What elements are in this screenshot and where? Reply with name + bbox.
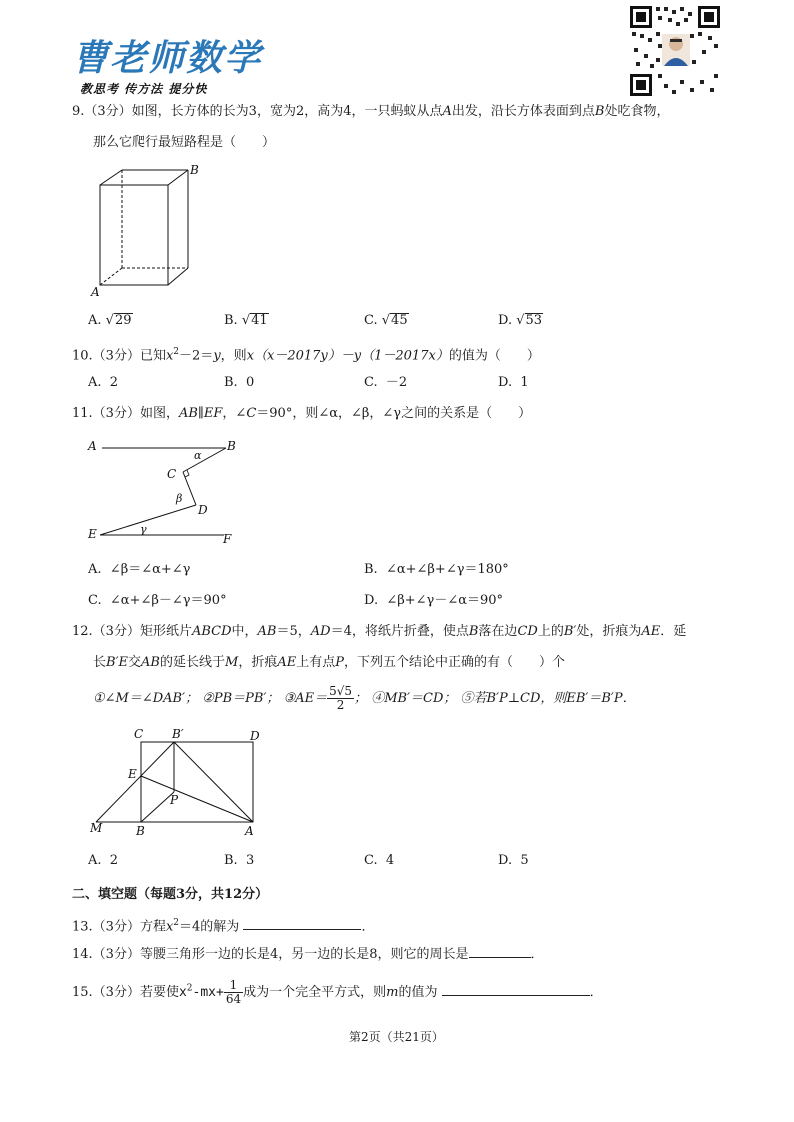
q11-option-b-value: ∠α+∠β+∠γ＝180° <box>385 562 509 577</box>
q9-stem-line2: 那么它爬行最短路程是（ ） <box>93 135 276 150</box>
q10-exponent: 2 <box>173 347 180 357</box>
q12-fraction-numerator: 5√5 <box>329 684 353 698</box>
q11-var-c: C <box>246 406 257 421</box>
q12-text-2f: ，下列五个结论中正确的有（ ）个 <box>343 655 565 670</box>
q12-text-2e: 上有点 <box>296 655 336 670</box>
q11-fig-label-c: C <box>167 467 177 481</box>
q12-seg-cd: CD <box>517 624 538 639</box>
q11-option-b[interactable] <box>364 561 509 579</box>
q11-fig-label-b: B <box>227 439 236 453</box>
q9-text-mid: 出发，沿长方体表面到点 <box>451 104 595 119</box>
q11-option-a-label: A. <box>88 562 102 577</box>
q13-text: 13.（3分）方程 <box>72 919 166 935</box>
q9-fig-label-a: A <box>91 285 100 299</box>
q15-stem <box>72 979 603 1006</box>
q12-conclusion-3-end: ； <box>354 691 368 706</box>
q15-fraction <box>224 979 243 1006</box>
q13-end: ． <box>361 919 375 935</box>
q13-text-suffix: ＝4的解为 <box>179 919 240 935</box>
q10-option-c-label: C. <box>364 375 378 390</box>
q12-text-2c: 的延长线于 <box>159 655 225 670</box>
q11-option-d[interactable] <box>364 592 503 610</box>
q10-text: 10.（3分）已知 <box>72 348 166 364</box>
q12-text-a: 12.（3分）矩形纸片 <box>72 624 192 639</box>
q9-option-a[interactable]: A. √29 <box>88 313 132 328</box>
q12-option-a-value: 2 <box>109 853 119 868</box>
q11-option-c[interactable] <box>88 592 227 610</box>
q10-option-d-label: D. <box>498 375 513 390</box>
q11-fig-angle-beta: β <box>176 492 183 505</box>
q12-option-c-value: 4 <box>385 853 395 868</box>
q12-conclusion-4: ④MB′＝CD； <box>371 691 457 706</box>
q10-option-a-value: 2 <box>109 375 119 390</box>
q13-exponent: 2 <box>173 918 180 928</box>
q11-option-a[interactable] <box>88 561 190 579</box>
q15-text-suffix-2: 的值为 <box>398 985 438 1000</box>
q9-option-c-label: C. <box>364 313 378 328</box>
q12-fraction-denominator: 2 <box>336 698 345 712</box>
q12-point-p: P <box>335 655 344 670</box>
q11-text-mid: ，∠ <box>222 406 247 421</box>
q10-option-a-label: A. <box>88 375 102 390</box>
page-footer: 第2页（共21页） <box>349 1030 444 1044</box>
q10-text-2: －2＝ <box>179 348 214 364</box>
q11-fig-label-e: E <box>88 527 97 541</box>
q12-fig-label-c: C <box>134 727 144 741</box>
q11-text-suffix: ＝90°，则∠α，∠β，∠γ之间的关系是（ ） <box>256 406 532 421</box>
q9-text: 9.（3分）如图，长方体的长为3，宽为2，高为4，一只蚂蚁从点 <box>72 104 443 119</box>
q12-seg-ab-2: AB <box>141 655 160 670</box>
q12-stem-line1 <box>72 623 686 641</box>
q15-text-suffix: 成为一个完全平方式，则 <box>243 985 387 1000</box>
q11-option-a-value: ∠β＝∠α+∠γ <box>109 562 191 577</box>
q12-text-e: 落在边 <box>478 624 518 639</box>
q12-text-h: ．延 <box>660 624 687 639</box>
q10-stem <box>72 343 540 365</box>
q12-fig-label-bprime: B′ <box>172 727 184 741</box>
q9-point-b: B <box>594 104 605 119</box>
q12-fig-label-d: D <box>250 729 260 743</box>
q12-option-d-value: 5 <box>520 853 529 868</box>
q15-end: ． <box>589 985 603 1000</box>
q10-option-d[interactable] <box>498 374 529 392</box>
q12-option-b-label: B. <box>224 853 238 868</box>
q11-fig-label-a: A <box>88 439 97 453</box>
q12-fig-label-a: A <box>245 824 254 838</box>
q13-answer-blank[interactable] <box>243 917 361 930</box>
q10-option-c-value: －2 <box>385 375 408 390</box>
q13-stem <box>72 914 374 936</box>
q9-option-a-value: 29 <box>114 313 132 328</box>
q12-text-2b: 交 <box>128 655 142 670</box>
q12-point-b: B <box>468 624 479 639</box>
q9-text-suffix: 处吃食物， <box>604 104 670 119</box>
q9-option-a-label: A. <box>88 313 102 328</box>
q12-seg-bpe: B′E <box>106 655 129 670</box>
q9-option-b-label: B. <box>224 313 238 328</box>
q12-conclusion-3-fraction <box>327 685 354 712</box>
q15-fraction-denominator: 64 <box>225 992 242 1006</box>
q12-conclusion-2: ②PB＝PB′； <box>202 691 280 706</box>
q12-fig-label-e: E <box>128 767 137 781</box>
q10-var-y: y <box>213 348 221 364</box>
logo-subtitle: 教思考 传方法 提分快 <box>80 82 208 96</box>
q13-var-x: x <box>165 919 174 935</box>
q12-rect-name: ABCD <box>191 624 232 639</box>
q12-point-bprime: B′ <box>563 624 577 639</box>
q15-text: 15.（3分）若要使 <box>72 985 179 1000</box>
q10-text-3: ，则 <box>220 348 247 364</box>
q14-end: ． <box>530 947 544 962</box>
q12-option-b-value: 3 <box>245 853 255 868</box>
q14-stem <box>72 945 544 964</box>
q12-conclusion-5: ⑤若B′P⊥CD，则EB′＝B′P． <box>460 691 636 706</box>
q12-text-b: 中， <box>231 624 258 639</box>
q9-option-b[interactable]: B. √41 <box>224 313 268 328</box>
q12-conclusion-3: ③AE＝ <box>283 691 328 706</box>
q10-option-c[interactable] <box>364 374 407 392</box>
q9-fig-label-b: B <box>190 163 199 177</box>
q12-fig-label-p: P <box>170 793 179 807</box>
q12-text-c: ＝5， <box>276 624 311 639</box>
q9-option-c[interactable]: C. √45 <box>364 313 408 328</box>
q12-option-b[interactable] <box>224 852 254 870</box>
q15-var-m: m <box>386 985 399 1000</box>
q12-conclusion-1: ①∠M＝∠DAB′； <box>93 691 199 706</box>
q11-stem <box>72 405 531 423</box>
q10-expression: x（x－2017y）－y（1－2017x） <box>246 348 449 364</box>
q12-text-2a: 长 <box>93 655 107 670</box>
q12-option-d[interactable] <box>498 852 529 870</box>
q11-parallel-lines-figure <box>86 432 246 548</box>
q10-option-b-label: B. <box>224 375 238 390</box>
q15-fraction-numerator: 1 <box>224 979 243 993</box>
q9-stem-line1 <box>72 103 669 121</box>
q15-exponent: 2 <box>186 983 193 994</box>
q12-fig-label-m: M <box>90 821 103 835</box>
q12-text-2d: ，折痕 <box>238 655 278 670</box>
q11-option-c-label: C. <box>88 593 102 608</box>
q12-text-d: ＝4，将纸片折叠，使点 <box>330 624 469 639</box>
q12-option-c[interactable] <box>364 852 394 870</box>
q9-option-d-value: 53 <box>525 313 543 328</box>
q12-option-c-label: C. <box>364 853 378 868</box>
q12-fig-label-b: B <box>136 824 145 838</box>
q12-option-a[interactable] <box>88 852 118 870</box>
q15-expr-mid: -mx+ <box>192 985 224 1000</box>
q11-option-c-value: ∠α+∠β－∠γ＝90° <box>109 593 227 608</box>
q12-seg-ae-2: AE <box>277 655 297 670</box>
q10-option-b[interactable] <box>224 374 254 392</box>
q12-seg-ad: AD <box>310 624 331 639</box>
q12-text-g: 处，折痕为 <box>576 624 642 639</box>
q9-point-a: A <box>442 104 452 119</box>
q14-text: 14.（3分）等腰三角形一边的长是4，另一边的长是8，则它的周长是 <box>72 947 469 962</box>
logo-title: 曹老师数学 <box>72 37 263 79</box>
q11-option-d-label: D. <box>364 593 379 608</box>
q9-option-b-value: 41 <box>251 313 268 328</box>
q10-option-a[interactable] <box>88 374 118 392</box>
q11-option-d-value: ∠β+∠γ－∠α＝90° <box>386 593 504 608</box>
q12-option-d-label: D. <box>498 853 513 868</box>
q15-expr-x: x <box>178 985 187 1000</box>
q11-fig-angle-alpha: α <box>194 449 202 462</box>
q12-point-m: M <box>225 655 239 670</box>
q12-seg-ab: AB <box>257 624 277 639</box>
q11-parallel-condition: AB∥EF <box>178 406 223 421</box>
qr-code-icon <box>628 4 722 98</box>
q11-fig-label-d: D <box>198 503 208 517</box>
q9-option-c-value: 45 <box>391 313 408 328</box>
q9-option-d[interactable]: D. √53 <box>498 313 543 328</box>
q9-option-d-label: D. <box>498 313 513 328</box>
q12-text-f: 上的 <box>537 624 564 639</box>
q12-rectangle-fold-figure <box>86 724 276 840</box>
q12-option-a-label: A. <box>88 853 102 868</box>
q10-text-suffix: 的值为（ ） <box>448 348 540 364</box>
q14-answer-blank[interactable] <box>469 945 531 958</box>
q9-cuboid-figure <box>88 160 218 300</box>
q11-fig-label-f: F <box>223 532 232 546</box>
section-fill-in-heading: 二、填空题（每题3分，共12分） <box>72 887 269 902</box>
q12-seg-ae: AE <box>641 624 661 639</box>
q11-text: 11.（3分）如图， <box>72 406 179 421</box>
q12-stem-line2 <box>93 654 565 672</box>
q10-option-b-value: 0 <box>245 375 255 390</box>
q12-conclusions <box>93 685 636 712</box>
q11-option-b-label: B. <box>364 562 378 577</box>
q15-answer-blank[interactable] <box>442 983 590 996</box>
q11-fig-angle-gamma: γ <box>140 523 147 536</box>
q10-option-d-value: 1 <box>520 375 529 390</box>
q10-var-x: x <box>165 348 174 364</box>
